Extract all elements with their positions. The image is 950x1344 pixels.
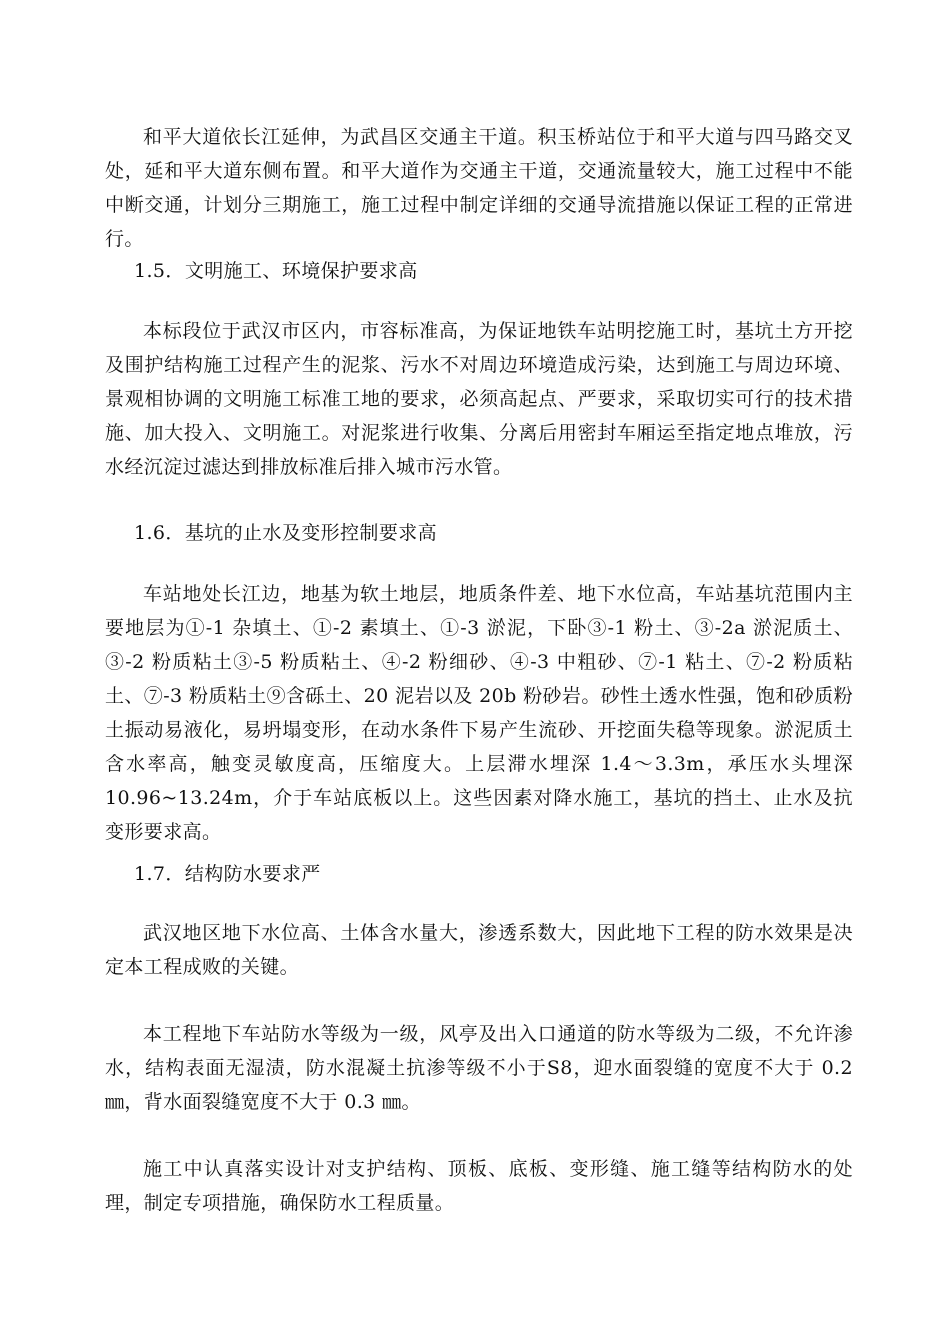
paragraph-civilized-construction: 本标段位于武汉市区内，市容标准高，为保证地铁车站明挖施工时，基坑土方开挖及围护结构施工过程产生的泥浆、污水不对周边环境造成污染，达到施工与周边环境、景观相协调的文明施工标准工地的要求，必须高起点、严要求，采取切实可行的技术措施、加大投入、文明施工。对泥浆进行收集、分离后用密封车厢运至指定地点堆放，污水经沉淀过滤达到排放标准后排入城市污水管。: [105, 320, 853, 478]
heading-1-6: 1.6．基坑的止水及变形控制要求高: [134, 522, 438, 544]
paragraph-waterproof-importance: 武汉地区地下水位高、土体含水量大，渗透系数大，因此地下工程的防水效果是决定本工程成败的关键。: [105, 922, 853, 978]
paragraph-waterproof-measures: 施工中认真落实设计对支护结构、顶板、底板、变形缝、施工缝等结构防水的处理，制定专项措施，确保防水工程质量。: [105, 1158, 853, 1214]
heading-1-5: 1.5．文明施工、环境保护要求高: [134, 260, 418, 282]
paragraph-waterproof-grade: 本工程地下车站防水等级为一级，风亭及出入口通道的防水等级为二级，不允许渗水，结构表面无湿渍，防水混凝土抗渗等级不小于S8，迎水面裂缝的宽度不大于 0.2 ㎜，背水面裂缝宽度不大于 0.3 ㎜。: [105, 1023, 853, 1113]
paragraph-traffic: 和平大道依长江延伸，为武昌区交通主干道。积玉桥站位于和平大道与四马路交叉处，延和平大道东侧布置。和平大道作为交通主干道，交通流量较大，施工过程中不能中断交通，计划分三期施工，施工过程中制定详细的交通导流措施以保证工程的正常进行。: [105, 126, 853, 250]
heading-1-7: 1.7．结构防水要求严: [134, 863, 321, 885]
paragraph-foundation-pit: 车站地处长江边，地基为软土地层，地质条件差、地下水位高，车站基坑范围内主要地层为①-1 杂填土、①-2 素填土、①-3 淤泥，下卧③-1 粉土、③-2a 淤泥质土、③-2 粉质粘土③-5 粉质粘土、④-2 粉细砂、④-3 中粗砂、⑦-1 粘土、⑦-2 粉质粘土、⑦-3 粉质粘土⑨含砾土、20 泥岩以及 20b 粉砂岩。砂性土透水性强，饱和砂质粉土振动易液化，易坍塌变形，在动水条件下易产生流砂、开挖面失稳等现象。淤泥质土含水率高，触变灵敏度高，压缩度大。上层滞水埋深 1.4～3.3m，承压水头埋深 10.96~13.24m，介于车站底板以上。这些因素对降水施工，基坑的挡土、止水及抗变形要求高。: [105, 583, 853, 843]
